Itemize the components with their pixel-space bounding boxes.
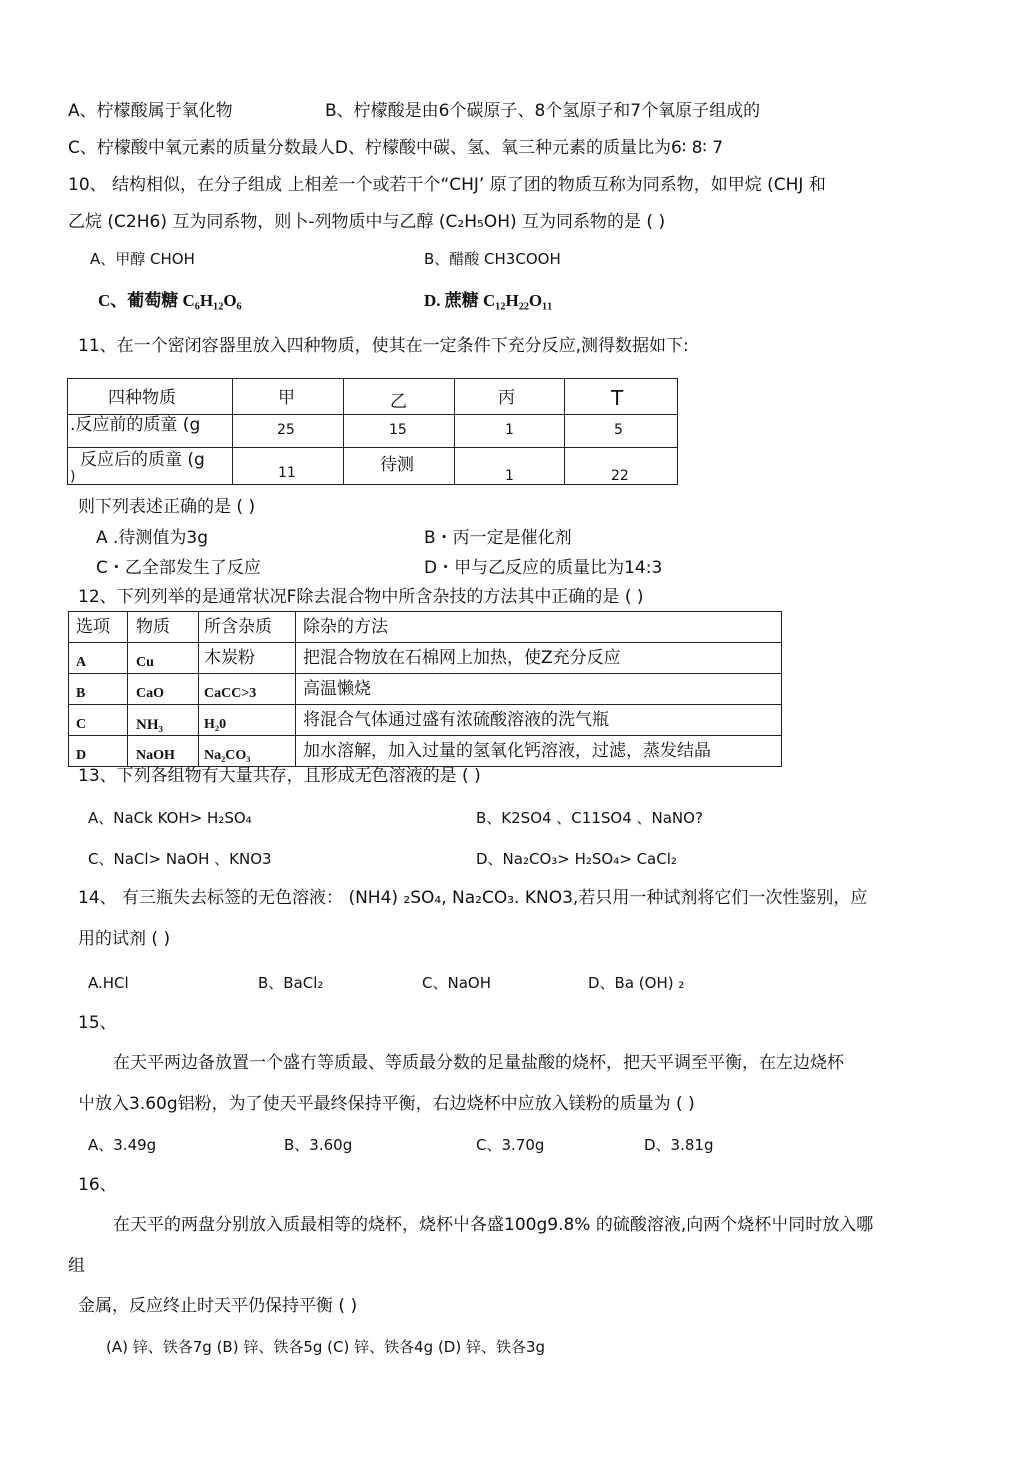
q11-stem: 11、在一个密闭容器里放入四种物质，使其在一定条件下充分反应,测得数据如下: — [78, 336, 689, 356]
q14-option-c: C、NaOH — [422, 974, 491, 992]
q13-option-b: B、K2SO4 、C11SO4 、NaNO? — [476, 809, 703, 827]
table-row2-ding: 22 — [611, 468, 629, 484]
table-header-method: 除杂的方法 — [303, 617, 388, 637]
q13-option-c: C、NaCl> NaOH 、KNO3 — [88, 850, 272, 868]
table-row1-ding: 5 — [614, 422, 623, 438]
table-row-b-substance: CaO — [136, 686, 164, 701]
q14-option-b: B、BaCl₂ — [258, 974, 324, 992]
q15-option-a: A、3.49g — [88, 1136, 157, 1154]
table-header-option: 选项 — [76, 617, 110, 637]
table-row-a-method: 把混合物放在石棉网上加热，使Z充分反应 — [303, 648, 621, 668]
q11-option-b: B・丙一定是催化剂 — [424, 528, 572, 548]
q9-option-a: A、柠檬酸属于氧化物 — [68, 101, 233, 121]
q14-option-a: A.HCl — [88, 974, 129, 992]
q15-stem-line2: 屮放入3.60g铝粉，为了使天平最终保持平衡，右边烧杯中应放入镁粉的质量为 ( ) — [78, 1094, 695, 1114]
q16-stem-line3: 金属，反应终止时天平仍保持平衡 ( ) — [78, 1296, 358, 1316]
table-row-c-method: 将混合气体通过盛有浓硫酸溶液的洗气瓶 — [303, 710, 609, 730]
table-header-ding: T — [611, 386, 624, 410]
q10-option-a: A、甲醇 CHOH — [90, 250, 195, 268]
table-row-d-method: 加水溶解，加入过量的氢氧化钙溶液，过滤，蒸发结晶 — [303, 741, 711, 761]
q10-stem-line2: 乙烷 (C2H6) 互为同系物，则卜-列物质中与乙醇 (C₂H₅OH) 互为同系物的是 ( ) — [68, 212, 666, 232]
table-row1-jia: 25 — [277, 422, 295, 438]
q13-stem: 13、下列各组物有大量共存，且形成无色溶液的是 ( ) — [78, 766, 481, 786]
table-header-yi: 乙 — [390, 392, 407, 412]
table-row-c-option: C — [76, 717, 87, 732]
q10-stem-line1: 10、 结构相似，在分子组成 上相差一个或若干个“CHJ’ 原了团的物质互称为同系物，如甲烷 (CHJ 和 — [68, 175, 826, 195]
table-row-b-method: 高温懒烧 — [303, 679, 371, 699]
table-row1-label: .反应前的质童 (g — [70, 415, 201, 435]
table-row-a-substance: Cu — [136, 655, 154, 670]
q10-option-d: D. 蔗糖 C₁₂H₂₂O₁₁ — [424, 291, 553, 310]
table-header-bing: 丙 — [498, 388, 515, 408]
table-row-d-impurity: Na₂CO₃ — [204, 748, 251, 763]
q13-option-d: D、Na₂CO₃> H₂SO₄> CaCl₂ — [476, 850, 677, 868]
table-row2-yi: 待测 — [380, 455, 414, 475]
q14-stem-line2: 用的试剂 ( ) — [78, 929, 171, 949]
q11-option-d: D・甲与乙反应的质量比为14:3 — [424, 558, 663, 578]
q9-option-cd: C、柠檬酸中氧元素的质量分数最人D、柠檬酸中碳、氢、氧三种元素的质量比为6∶ 8∶ 7 — [68, 138, 724, 158]
q16-options: (A) 锌、铁各7g (B) 锌、铁各5g (C) 锌、铁各4g (D) 锌、铁各3g — [106, 1338, 546, 1356]
q15-option-b: B、3.60g — [284, 1136, 353, 1154]
table-row-c-substance: NH₃ — [136, 717, 163, 733]
q13-option-a: A、NaCk KOH> H₂SO₄ — [88, 809, 252, 827]
table-row2-label: 反应后的质童 (g — [80, 450, 205, 470]
table-row-a-impurity: 木炭粉 — [204, 648, 255, 668]
table-row-d-substance: NaOH — [136, 748, 175, 763]
q12-stem: 12、下列列举的是通常状况F除去混合物中所含杂技的方法其中正确的是 ( ) — [78, 587, 644, 607]
q11-option-c: C・乙全部发生了反应 — [96, 558, 261, 578]
q16-stem-line2: 组 — [68, 1256, 85, 1276]
table-header-impurity: 所含杂质 — [204, 617, 272, 637]
table-header-substance: 物质 — [136, 617, 170, 637]
q14-stem-line1: 14、 有三瓶失去标签的无色溶液： (NH4) ₂SO₄, Na₂CO₃. KNO3,若只用一种试剂将它们一次性鉴别，应 — [78, 888, 868, 908]
table-row-a-option: A — [76, 655, 87, 670]
table-header-substance: 四种物质 — [108, 388, 176, 408]
q15-stem-line1: 在天平两边备放置一个盛冇等质最、等质最分数的足量盐酸的烧杯，把天平调至平衡，在左边烧杯 — [113, 1053, 844, 1073]
q9-option-b: B、柠檬酸是由6个碳原子、8个氢原子和7个氧原子组成的 — [325, 101, 761, 121]
table-row1-yi: 15 — [389, 422, 407, 438]
table-row2-bing: 1 — [505, 468, 514, 484]
q16-number: 16、 — [78, 1175, 117, 1195]
q14-option-d: D、Ba (OH) ₂ — [588, 974, 685, 992]
table-row-b-option: B — [76, 686, 86, 701]
q15-number: 15、 — [78, 1013, 117, 1033]
q11-question: 则下列表述正确的是 ( ) — [78, 497, 256, 517]
q10-option-c: C、葡萄糖 C₆H₁₂O₆ — [98, 291, 242, 310]
table-row-d-option: D — [76, 748, 87, 763]
q15-option-d: D、3.81g — [644, 1136, 714, 1154]
table-row-b-impurity: CaCC>3 — [204, 686, 257, 701]
table-header-jia: 甲 — [278, 388, 295, 408]
q11-option-a: A .待测值为3g — [96, 528, 209, 548]
table-row2-jia: 11 — [278, 465, 296, 481]
table-row1-bing: 1 — [505, 422, 514, 438]
q15-option-c: C、3.70g — [476, 1136, 545, 1154]
q10-option-b: B、醋酸 CH3COOH — [424, 250, 561, 268]
table-row2-paren: ) — [70, 469, 76, 485]
table-row-c-impurity: H₂0 — [204, 717, 227, 732]
q16-stem-line1: 在天平的两盘分别放入质最相等的烧杯，烧杯屮各盛100g9.8% 的硫酸溶液,向两个烧杯屮同时放入哪 — [113, 1215, 874, 1235]
